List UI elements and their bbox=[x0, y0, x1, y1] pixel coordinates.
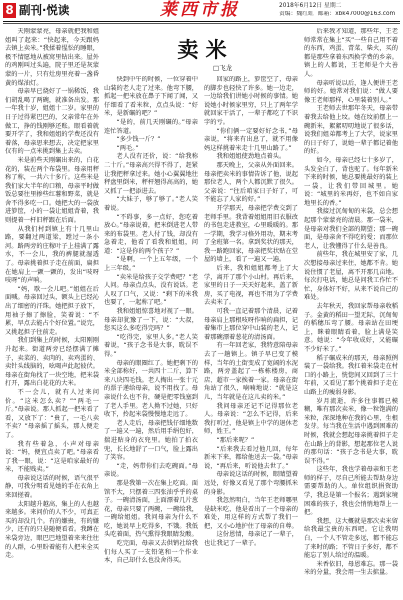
article-paragraph: “走，妈带你们去吃碗面。”母亲说。 bbox=[104, 462, 198, 479]
article-paragraph: 快到中午的时候，一位穿着中山装的老人走了过来。他弯下腰，抓起一把米放在鼻子下闻了闻，又仔细看了看米粒，点点头说：“好米，是新碾的吧？” bbox=[104, 76, 198, 118]
masthead-logo: 莱西市报 bbox=[160, 0, 240, 20]
article-paragraph: 老人没有还价，说：“给我称二十斤。”母亲高兴得不得了，赶紧让我把秤拿过来。她小心翼翼地往秤盘里倒米，秤杆翘得高高的，她又抓了一把添进去。 bbox=[104, 153, 198, 195]
article-column-4 bbox=[304, 28, 398, 598]
article-paragraph: 我问母亲还记不记得那位老人。母亲说：“怎么不记得，后来我打听过，他是镇上中学的退休老师，姓王。” bbox=[204, 402, 298, 436]
article-paragraph: 从我们村到镇上有十几里山路，要翻过两道梁，蹚过一条小河。路两旁的庄稼叶子上挂满了露水，不一会儿，我的裤腿就湿透了。母亲挑着担子走在前面，扁担在她肩上一颤一颤的，发出“吱呀吱呀”的声响。 bbox=[5, 225, 99, 285]
article-paragraph: 母亲早已烧好了一锅稀饭，我们胡乱喝了两碗，就准备出发。那一年我十岁，姐姐十二岁。家里的日子过得紧巴巴的，父亲常年在外做工，挣的钱刚够还账。眼看着就要开学了，我和姐姐的学费还没有着落，母亲思来想去，决定把家里仅有的一点米挑到集上去卖。 bbox=[5, 88, 99, 156]
article-paragraph: “吃得完，家里人多。”老人笑着说，“孩子念书是大事，耽误不得。” bbox=[104, 333, 198, 358]
article-paragraph: 我有些着急，小声对母亲说：“妈，便宜点卖了吧。”母亲看了我一眼，说：“这是咱家最好的米，不能贱卖。” bbox=[5, 440, 99, 474]
article-paragraph: 太阳越升越高，集上的人也越来越多。来问价的人不少，可真正买的却没几个。有的嫌贵，有的嫌少，还有的只是随便看看。我蹲在米袋旁边，眼巴巴地望着来来往往的人群，心里盼着能有人把米全买走。 bbox=[5, 500, 99, 560]
article-paragraph: 米香依旧，母恩难忘。那一袋米的分量，我会用一生去掂量。 bbox=[304, 560, 398, 577]
header-divider-thin bbox=[3, 23, 400, 24]
article-column-1 bbox=[5, 28, 99, 598]
article-paragraph: “是啊，一个上五年级，一个上三年级。” bbox=[104, 256, 198, 273]
article-column-3 bbox=[204, 76, 298, 598]
article-paragraph: 米是前些天刚碾出来的，白花花的，装在两个布袋里。母亲用秤称了称，一共六十多斤。这些米是我们家大半年的口粮，母亲平时做饭总要往里掺些红薯和野菜，就是舍不得多吃一口。她把大的一袋放进箩筐，小的一袋让姐姐背着，我则提着一杆旧秤跟在后面。 bbox=[5, 156, 99, 225]
article-paragraph: 不一会儿，就有人过来问价。“这米怎么卖？”“两毛一斤。”母亲说。那人抓起一把米看了看，又放下了：“贵了，一毛八卖不卖？”母亲摇了摇头，那人便走了。 bbox=[5, 388, 99, 439]
article-paragraph: “后来我去看过他几回，每年新米下来，都给他送去一袋。”母亲说，“再后来，听说他去世了。” bbox=[204, 445, 298, 470]
article-paragraph: 如今，母亲已经七十多岁了，头发全白了，背也驼了。每年新米下来的时候，她总要挑最好的装上一袋，让我们带回城里。她说：“城里的米再好，也不如自家地里长的香。” bbox=[304, 156, 398, 207]
article-paragraph: “是的，前几天刚碾的。”母亲连忙答道。 bbox=[104, 118, 198, 135]
header-divider bbox=[3, 21, 400, 22]
article-paragraph: 母亲说这话的时候，眼睛望着远处，好像又看见了那个弯腰抓米的身影。 bbox=[204, 471, 298, 496]
article-paragraph: 岁月流逝，许多往事都已模糊，唯有那次卖米，像一粒饱满的米粒，深深地种在我的心里，生根发芽。每当我在生活中遇到困难的时候，我就会想起母亲挑着担子走在山路上的背影，想起那位老人说的那句话：“孩子念书是大事，耽误不得。” bbox=[304, 397, 398, 465]
article-paragraph: 老人走后，母亲把钱仔细地数了一遍又一遍，然后用手绢包好，揣进贴身的衣兜里。她拍了拍衣兜，长长地舒了一口气，脸上露出了笑容。 bbox=[104, 419, 198, 462]
article-paragraph: 回家的路上，箩筐空了，母亲的脚步也轻快了许多。她一边走，一边给我们讲她小时候的事情。她说她小时候家里穷，只上了两年学就回家干活了，一辈子都吃了不识字的亏。 bbox=[204, 76, 298, 126]
article-paragraph: “妈，歇一会儿吧。”姐姐在后面喊。母亲回过头，额头上已经沁出了细密的汗珠。她把担子放下，用袖子擦了擦脸，笑着说：“不累，早点去能占个好位置。”说完，又挑起担子往前走。 bbox=[5, 285, 99, 336]
editor-email: 邮箱：xbk47000@163.com bbox=[317, 11, 396, 17]
page-number-badge: 8 bbox=[3, 3, 16, 18]
article-paragraph: 有一年回老家，我特意陪母亲去了一趟镇上。镇子早已变了模样，当年的土街变成了宽阔的水泥路，两旁盖起了一栋栋楼房，商店、超市一家挨着一家。母亲在街角站了很久，喃喃地说：“就是这儿，当年就是在这儿卖的米。” bbox=[204, 342, 298, 401]
article-paragraph: 那是我第一次在集上吃面。面馆不大，只摆着三四张油乎乎的桌子。一碗清汤面，上面漂着几片葱花，母亲只要了两碗，一碗给我，一碗给姐姐。我问母亲为什么不吃，她说早上吃得多，不饿。我低头吃着面，热气熏得我眼睛发酸。 bbox=[104, 479, 198, 539]
article-paragraph: 开学那天，母亲把学费交到了老师手里。我背着姐姐用旧衣服改的书包走进教室，心里暖暖的。那一学期，我学习格外用功，期末考了全班第一名。拿到奖状的那天，我一路跑回家，母亲把奖状贴在堂屋的墙上，看了一遍又一遍。 bbox=[204, 204, 298, 264]
article-paragraph: 去年秋天，我回家帮母亲收稻子。金黄的稻田一望无际，沉甸甸的稻穗压弯了腰。母亲站在田埂上，眯着眼睛看着，脸上满是笑意。她说：“今年收成好，又能碾不少好米了。” bbox=[304, 303, 398, 353]
article-paragraph: 我忽然明白，当年王老师哪里是缺米吃，他是看出了一个母亲的难处，用这样的方式帮了我们一把，又小心地护住了母亲的自尊。 bbox=[204, 497, 298, 530]
article-paragraph: 我接过沉甸甸的米袋，总会想起那个蒙蒙亮的清晨。那一袋米，是母亲对我们全部的期望；那一碗面，是母亲舍不得吃的爱；而那位老人，让我懂得了什么是善良。 bbox=[304, 208, 398, 250]
article-paragraph: “多少钱一斤？” bbox=[116, 136, 161, 144]
article-paragraph: “那后来呢？” bbox=[216, 436, 255, 444]
article-title: 卖 米 bbox=[177, 37, 227, 62]
article-paragraph: “大妹子，够了够了。”老人笑着说。 bbox=[104, 196, 198, 212]
article-paragraph: 这份恩情，母亲记了一辈子，也让我记了一辈子。 bbox=[204, 531, 298, 548]
article-paragraph: 后来，我和姐姐都考上了大学，离开了那个小山村。再后来，家里的日子一天天好起来，盖了新房，买了电视，再也不用为了学费去卖米了。 bbox=[204, 265, 298, 307]
issue-date: 2018年6月12日 星期二 bbox=[279, 3, 342, 9]
article-paragraph: “卖米是给孩子交学费吧？”老人问。母亲点点头，没有说话。老人叹了口气，又说：“剩下的米我也要了，一起称了吧。” bbox=[104, 273, 198, 307]
article-paragraph: 我和姐姐惊喜地对视了一眼。母亲却犹豫了一下，说：“大叔，您买这么多吃得完吗？” bbox=[104, 308, 198, 333]
article-column-2 bbox=[104, 76, 198, 598]
article-paragraph: 后来我才知道，那些年，王老师常常在集上“买”一些自己用不着的东西，鸡蛋、青菜、柴火，买的都是那些拿着东西换学费的乡亲。镇上的人都说，王老师是个大善人。 bbox=[304, 28, 398, 78]
article-paragraph: 吃完面，母亲又去供销社给我们每人买了一支铅笔和一个作业本，自己却什么也没舍得买。 bbox=[104, 540, 198, 565]
article-paragraph: 这些年，我也学着母亲和王老师的样子，尽自己所能去帮助身边需要帮助的人。单位组织捐资助学，我总是第一个报名；遇到家境困难的孩子，我也会悄悄地帮上一把。 bbox=[304, 466, 398, 517]
article-paragraph: 我们到集上的时候，太阳刚刚升起来。街道两旁已经摆满了摊子，卖菜的、卖肉的、卖鸡蛋的、卖针头线脑的，吆喝声此起彼伏。母亲在街角找了一块空地，把米袋打开，露出白花花的大米。 bbox=[5, 337, 99, 388]
article-paragraph: 天刚蒙蒙亮，母亲就把我和姐姐叫了起来：“快起来，今天跟妈去镇上卖米。”我揉着惺忪的睡眼，极不情愿地从被窝里钻出来。屋外的鸡刚叫过头遍，院子里还是灰蒙蒙的一片，只有灶房里亮着一盏昏黄的煤油灯。 bbox=[5, 28, 99, 87]
editor-name: 责编：魏红虹 bbox=[279, 11, 314, 17]
article-paragraph: 稻子碾成米的那天，母亲照例装了一袋给我。我扛着米袋走在村口的小路上，恍惚间又回到了三十年前，又看见了那个挑着担子走在山路上的瘦弱身影。 bbox=[304, 354, 398, 396]
article-paragraph: 王老师去世那年冬天，母亲带着我去给他上坟。她在坟前摆上一碗新米，絮絮叨叨地说了很多话，说我们姐弟都考上了大学，说家里的日子好了，说她一辈子都记着他的好。 bbox=[304, 105, 398, 156]
article-paragraph: 前些年，我在城里安了家，几次想接母亲过来住，她都不肯。她说住惯了老屋，离不开那几亩地。每次打电话，她总是问我工作忙不忙，身体好不好，从来不说自己的难处。 bbox=[304, 251, 398, 302]
article-paragraph: “不碍事，多一点好，您吃着放心。”母亲说着，把米倒进老人带来的布袋里。老人付了钱，却没有急着走，他看了看我和姐姐，问道：“这是你的两个孩子？” bbox=[104, 213, 198, 255]
article-byline: □飞龙 bbox=[213, 64, 233, 72]
article-paragraph: 母亲听说以后，逢人便讲王老师的好。她常对我们说：“做人要像王老师那样，心里装着别人。” bbox=[304, 79, 398, 104]
section-name: 副刊·悦读 bbox=[19, 3, 70, 17]
article-paragraph: “两毛。” bbox=[116, 144, 139, 152]
article-paragraph: 母亲说这话的时候，语气很平静，可我分明看见她的手在衣角上来回搓着。 bbox=[5, 474, 99, 500]
article-paragraph: “你们俩一定要好好念书，”母亲说，“将来有出息了，就不用像妈这样挑着米走十几里山路了。” bbox=[204, 127, 298, 152]
editor-credit bbox=[279, 11, 400, 18]
article-paragraph: 那天晚上，父亲从外面回来。母亲把卖米的事情告诉了他，说起那位老人，两个人都沉默了很久。父亲说：“往后咱家日子好了，可不能忘了人家的好。” bbox=[204, 161, 298, 204]
article-paragraph: 母亲的眼圈红了。她把剩下的米全部称好，一共四十二斤，算下来八块四毛钱。老人掏出一张十元的票子递给母亲，说不用找了。母亲说什么也不肯，硬是把零钱塞到了老人手里。老人拗不过她，只好收下，拎起米袋慢慢地走远了。 bbox=[104, 359, 198, 419]
article-paragraph: 可我一直记着那个清晨，记着母亲肩上那根吱呀作响的扁担，记着集市上那位穿中山装的老人，记着那碗漂着葱花的清汤面。 bbox=[204, 308, 298, 341]
article-paragraph: 我想，这大概就是那次卖米留给我最宝贵的东西吧。它让我明白，一个人不管走多远，都不能忘了来时的路；不管日子多好，都不能忘了别人给过的温暖。 bbox=[304, 517, 398, 560]
article-paragraph: 我和姐姐使劲地点着头。 bbox=[216, 153, 286, 161]
